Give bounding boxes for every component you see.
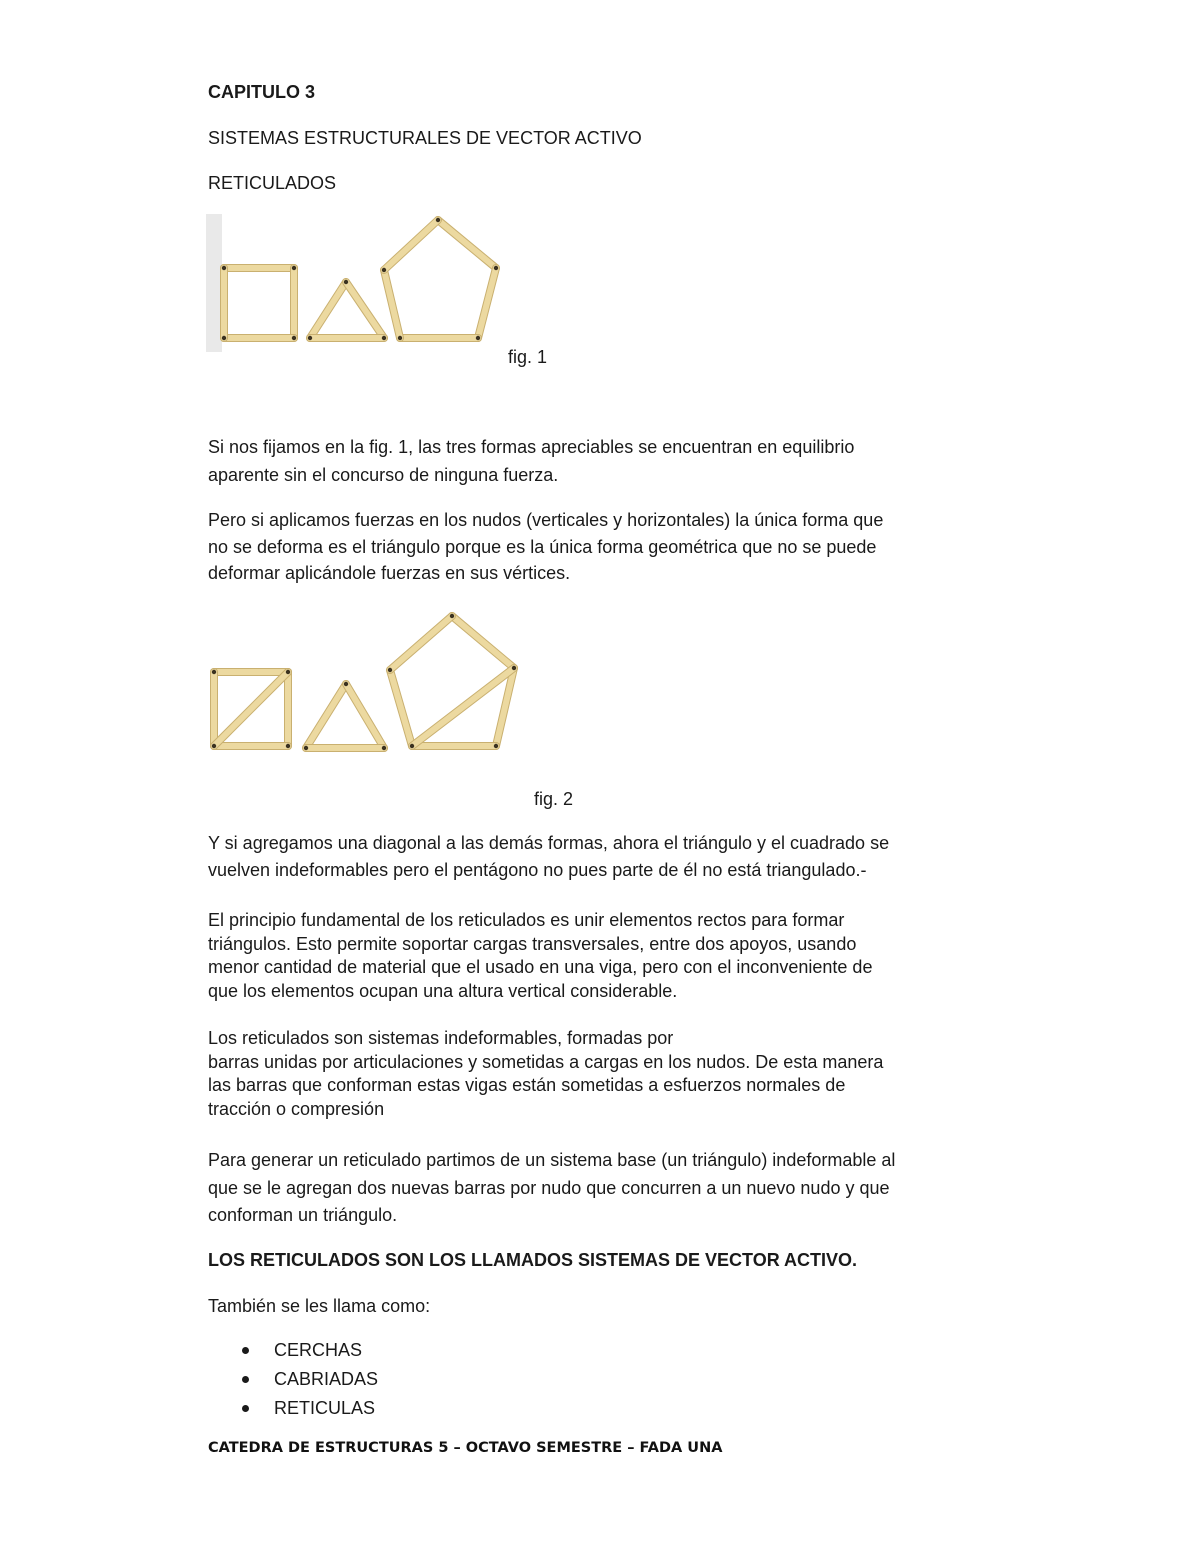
figure-2-image <box>204 608 534 764</box>
nail-joint <box>436 218 440 222</box>
nail-joint <box>388 668 392 672</box>
paragraph-line: El principio fundamental de los reticulados es unir elementos rectos para formar <box>208 910 845 930</box>
nail-joint <box>222 266 226 270</box>
stick-bar <box>384 270 400 338</box>
nail-joint <box>344 280 348 284</box>
paragraph-generation <box>208 1147 1008 1230</box>
page-footer: CATEDRA DE ESTRUCTURAS 5 – OCTAVO SEMESTRE – FADA UNA <box>208 1440 723 1456</box>
nail-joint <box>398 336 402 340</box>
nail-joint <box>308 336 312 340</box>
paragraph-line: barras unidas por articulaciones y sometidas a cargas en los nudos. De esta manera <box>208 1051 884 1072</box>
figure-1-caption: fig. 1 <box>508 347 548 367</box>
bullet-icon <box>242 1347 249 1354</box>
nail-joint <box>212 744 216 748</box>
paragraph-line: menor cantidad de material que el usado en una viga, pero con el inconveniente de <box>208 957 873 977</box>
section-title: RETICULADOS <box>208 173 337 193</box>
stick-bar <box>346 282 384 338</box>
paragraph-line: Y si agregamos una diagonal a las demás formas, ahora el triángulo y el cuadrado se <box>208 833 890 853</box>
stick-diagonal <box>214 672 288 746</box>
stick-bar <box>346 684 384 748</box>
chapter-title: CAPITULO 3 <box>208 82 316 102</box>
stick-bar <box>310 282 346 338</box>
chapter-subtitle: SISTEMAS ESTRUCTURALES DE VECTOR ACTIVO <box>208 128 642 148</box>
nail-joint <box>512 666 516 670</box>
nail-joint <box>476 336 480 340</box>
paragraph-line: vuelven indeformables pero el pentágono no pues parte de él no está triangulado.- <box>208 860 867 880</box>
stick-bar <box>390 670 412 746</box>
nail-joint <box>212 670 216 674</box>
nail-joint <box>286 670 290 674</box>
list-item <box>208 1367 378 1396</box>
paragraph-line: Pero si aplicamos fuerzas en los nudos (verticales y horizontales) la única forma que <box>208 510 884 530</box>
stick-bar <box>384 220 438 270</box>
paragraph-line: Si nos fijamos en la fig. 1, las tres formas apreciables se encuentran en equilibrio <box>208 437 855 457</box>
nail-joint <box>450 614 454 618</box>
nail-joint <box>410 744 414 748</box>
list-item-label: RETICULAS <box>274 1398 376 1418</box>
paragraph-principle <box>208 909 1008 1003</box>
paragraph-line: no se deforma es el triángulo porque es la única forma geométrica que no se puede <box>208 536 877 557</box>
nail-joint <box>382 268 386 272</box>
stick-bar <box>438 220 496 268</box>
nail-joint <box>286 744 290 748</box>
paragraph-line: deformar aplicándole fuerzas en sus vértices. <box>208 563 571 583</box>
paragraph-definition <box>208 1027 1008 1121</box>
key-statement: LOS RETICULADOS SON LOS LLAMADOS SISTEMAS DE VECTOR ACTIVO. <box>208 1250 858 1270</box>
paragraph-line: conforman un triángulo. <box>208 1205 398 1225</box>
also-called-label: También se les llama como: <box>208 1296 431 1316</box>
bullet-icon <box>242 1376 249 1383</box>
paragraph-equilibrium <box>208 433 1008 489</box>
paragraph-line: las barras que conforman estas vigas están sometidas a esfuerzos normales de <box>208 1075 846 1095</box>
nail-joint <box>304 746 308 750</box>
nail-joint <box>382 746 386 750</box>
stick-bar <box>306 684 346 748</box>
paragraph-line: aparente sin el concurso de ninguna fuerza. <box>208 465 559 485</box>
paragraph-line: triángulos. Esto permite soportar cargas transversales, entre dos apoyos, usando <box>208 933 857 954</box>
nail-joint <box>494 266 498 270</box>
figure-1-sticks <box>222 218 498 340</box>
paragraph-forces <box>208 507 1008 587</box>
list-item-label: CABRIADAS <box>274 1369 379 1389</box>
synonyms-list <box>208 1338 378 1425</box>
bullet-icon <box>242 1405 249 1412</box>
figure-2-caption: fig. 2 <box>534 789 574 809</box>
stick-bar <box>478 268 496 338</box>
paragraph-line: que los elementos ocupan una altura vertical considerable. <box>208 980 678 1001</box>
paragraph-line: Los reticulados son sistemas indeformables, formadas por <box>208 1028 674 1048</box>
nail-joint <box>222 336 226 340</box>
figure-1-image <box>206 214 506 354</box>
stick-bar <box>452 616 514 668</box>
paragraph-line: Para generar un reticulado partimos de un sistema base (un triángulo) indeformable al <box>208 1150 896 1170</box>
list-item <box>208 1338 378 1367</box>
figure-1-shadow-edge <box>206 214 222 352</box>
stick-bar <box>390 616 452 670</box>
nail-joint <box>292 266 296 270</box>
list-item-label: CERCHAS <box>274 1340 363 1360</box>
figure-2-sticks <box>212 614 516 750</box>
paragraph-diagonal <box>208 830 1008 884</box>
nail-joint <box>292 336 296 340</box>
paragraph-line: tracción o compresión <box>208 1098 385 1119</box>
nail-joint <box>382 336 386 340</box>
list-item <box>208 1396 378 1425</box>
nail-joint <box>494 744 498 748</box>
nail-joint <box>344 682 348 686</box>
paragraph-line: que se le agregan dos nuevas barras por nudo que concurren a un nuevo nudo y que <box>208 1177 890 1198</box>
